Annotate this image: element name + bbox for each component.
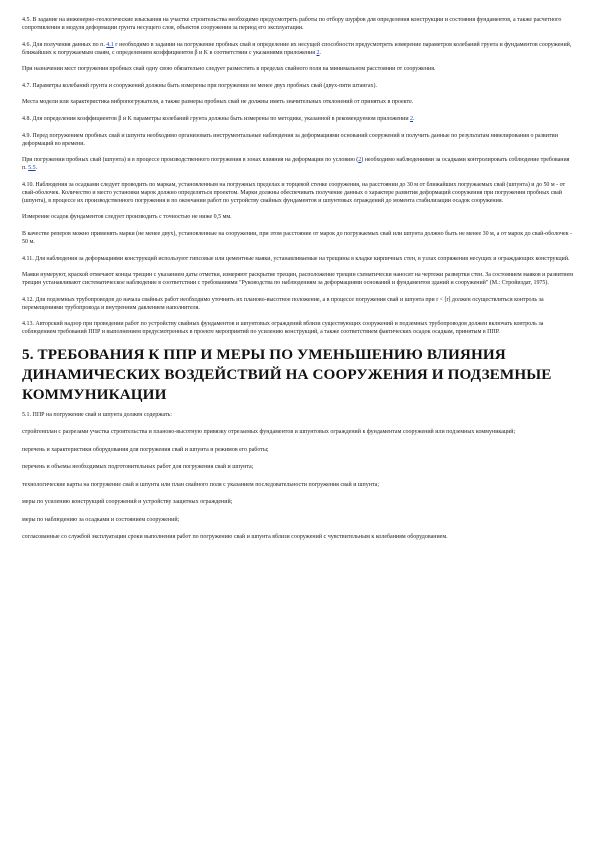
paragraph-4-10: 4.10. Наблюдения за осадками следует проводить по маркам, установленным на погружных пределах и торцевой стенке сооружения, на расстоянии до 30 м от ближайших погружаемых свай (шпунта) и до 50 м - от свай-оболочек. Количество и место установки марок должно определяться проектом. Марки должны обеспечивать получение данных о характере развития деформаций сооружения при погружении пробных свай (шпунта), в процессе их производственного погружения и по окончании работ по устройству свайных фундаментов и шпунтовых ограждений до момента стабилизации осадок сооружения. xyxy=(22,181,566,204)
paragraph-4-8 xyxy=(22,115,573,123)
section-5-heading: 5. ТРЕБОВАНИЯ К ППР И МЕРЫ ПО УМЕНЬШЕНИЮ ВЛИЯНИЯ ДИНАМИЧЕСКИХ ВОЗДЕЙСТВИЙ НА СООРУЖЕНИЯ И ПОДЗЕМНЫЕ КОММУНИКАЦИИ xyxy=(22,345,552,403)
list-item: меры по усилению конструкций сооружений и устройству защитных ограждений; xyxy=(22,499,233,506)
paragraph-4-9: 4.9. Перед погружением пробных свай и шпунта необходимо организовать инструментальные наблюдения за деформациями оснований сооружений и получить данные по результатам нивелирования о развитии деформаций во времени. xyxy=(22,132,558,147)
link-appendix-2[interactable]: 2 xyxy=(410,115,414,122)
paragraph-text: При погружении пробных свай (шпунта) и в процессе производственного погружения в зонах влияния на деформации по условию ( xyxy=(22,157,359,164)
paragraph-settlement-control xyxy=(22,156,573,172)
section-5-body xyxy=(22,411,573,542)
paragraph-4-12: 4.12. Для подземных трубопроводов до начала свайных работ необходимо уточнить их планово-высотное положение, а в процессе погружения свай и шпунта при r < [r] должен осуществляться контроль за перемещениями трубопровода и внутренним давлением наполнителя. xyxy=(22,296,544,311)
link-condition-2[interactable]: 2 xyxy=(358,157,362,164)
paragraph-4-5: 4.5. В задание на инженерно-геологические изыскания на участке строительства необходимо предусмотреть работы по отбору шурфов для определения конструкции и состояния фундаментов, а также расчетного сопротивления и модуля деформации грунта несущего слоя, объектов сооружения за период его эксплуатации. xyxy=(22,17,562,31)
paragraph-text: 4.8. Для определения коэффициентов β и K параметры колебаний грунта должны быть измерены по методике, указанной в рекомендуемом приложении xyxy=(22,115,411,122)
paragraph-text: . xyxy=(319,49,321,56)
paragraph-4-7: 4.7. Параметры колебаний грунта и сооружений должны быть измерены при погружении не менее двух пробных свай (двух-пяти штангах). xyxy=(22,82,377,89)
list-item: перечень и характеристики оборудования для погружения свай и шпунта и режимов его работы; xyxy=(22,446,269,453)
paragraph-beacons: Маяки нумеруют, краской отмечают концы трещин с указанием даты отметки, измеряют раскрытие трещин, расположение трещин схематически наносят на чертежи развертки стен. За состоянием маяков и развитием трещин устанавливают систематическое наблюдение в соответствии с требованиями "Руководства по наблюдениям за деформациями оснований и фундаментов зданий и сооружений" (М.: Стройиздат, 1975). xyxy=(22,272,573,287)
link-clause-5-5[interactable]: 5.5 xyxy=(28,165,36,172)
paragraph-benchmarks: В качестве реперов можно применять марки (не менее двух), установленные на сооружении, при этом расстояние от марок до погружаемых свай или шпунта должно быть не менее 30 м, а от марок до свай-оболочек - 50 м. xyxy=(22,230,573,245)
paragraph-text: . xyxy=(413,115,415,122)
paragraph-text: г необходимо в задании на погружение пробных свай и определение их несущей способности предусмотреть измерение параметров колебаний грунта и фундаментов сооружений, ближайших к погружаемым сваям, с определением коэффициентов β и K в соответствии с указаниями приложения xyxy=(22,41,572,56)
list-item: согласованные со службой эксплуатации сроки выполнения работ по погружению свай и шпунта вблизи сооружений с чувствительным к колебаниям оборудованием. xyxy=(22,534,448,541)
paragraph-5-1: 5.1. ППР на погружение свай и шпунта должен содержать: xyxy=(22,411,172,418)
paragraph-text: ) необходимо наблюдениями за осадками контролировать соблюдение требования п. xyxy=(22,157,570,172)
list-item: перечень и объемы необходимых подготовительных работ для погружения свай и шпунта; xyxy=(22,464,254,471)
paragraph-text: 4.6. Для получения данных по п. xyxy=(22,41,107,48)
list-item: технологические карты на погружение свай и шпунта или план свайного поля с указанием последовательности погружения свай и шпунта; xyxy=(22,481,379,488)
paragraph-text: . xyxy=(35,165,38,172)
paragraph-pile-placement: При назначении мест погружения пробных свай одну свою обязательно следует разместить в пределах свайного поля на минимальном расстоянии от сооружения. xyxy=(22,66,436,73)
paragraph-settlement-accuracy: Измерение осадок фундаментов следует производить с точностью не ниже 0,5 мм. xyxy=(22,214,232,221)
paragraph-4-13: 4.13. Авторский надзор при проведении работ по устройству свайных фундаментов и шпунтовых ограждений вблизи существующих сооружений и подземных трубопроводов должен включать контроль за соблюдением требований ППР и выполнением предусмотренных в проекте мероприятий по усилению конструкций, а также соответствием фактических осадок осадкам, принятым в ППР. xyxy=(22,321,544,336)
section-4-body xyxy=(22,16,573,336)
paragraph-4-6 xyxy=(22,41,573,57)
paragraph-4-11: 4.11. Для наблюдения за деформациями конструкций используют гипсовые или цементные маяки, устанавливаемые на трещины в кладке кирпичных стен, в узлах сопряжения несущих и ограждающих конструкций. xyxy=(22,255,570,262)
link-clause-4-1[interactable]: 4.1 xyxy=(106,41,114,48)
list-item: стройгенплан с разрезами участка строительства и планово-высотную привязку отрезаемых фундаментов и шпунтовых ограждений к фундаментам сооружений или подземных коммуникаций; xyxy=(22,429,516,436)
paragraph-pile-model: Места модели или характеристика вибропогружателя, а также размеры пробных свай не должны иметь значительных отклонений от принятых в проекте. xyxy=(22,99,414,106)
link-appendix-2[interactable]: 2 xyxy=(316,49,320,56)
list-item: меры по наблюдению за осадками и состоянием сооружений; xyxy=(22,516,180,523)
